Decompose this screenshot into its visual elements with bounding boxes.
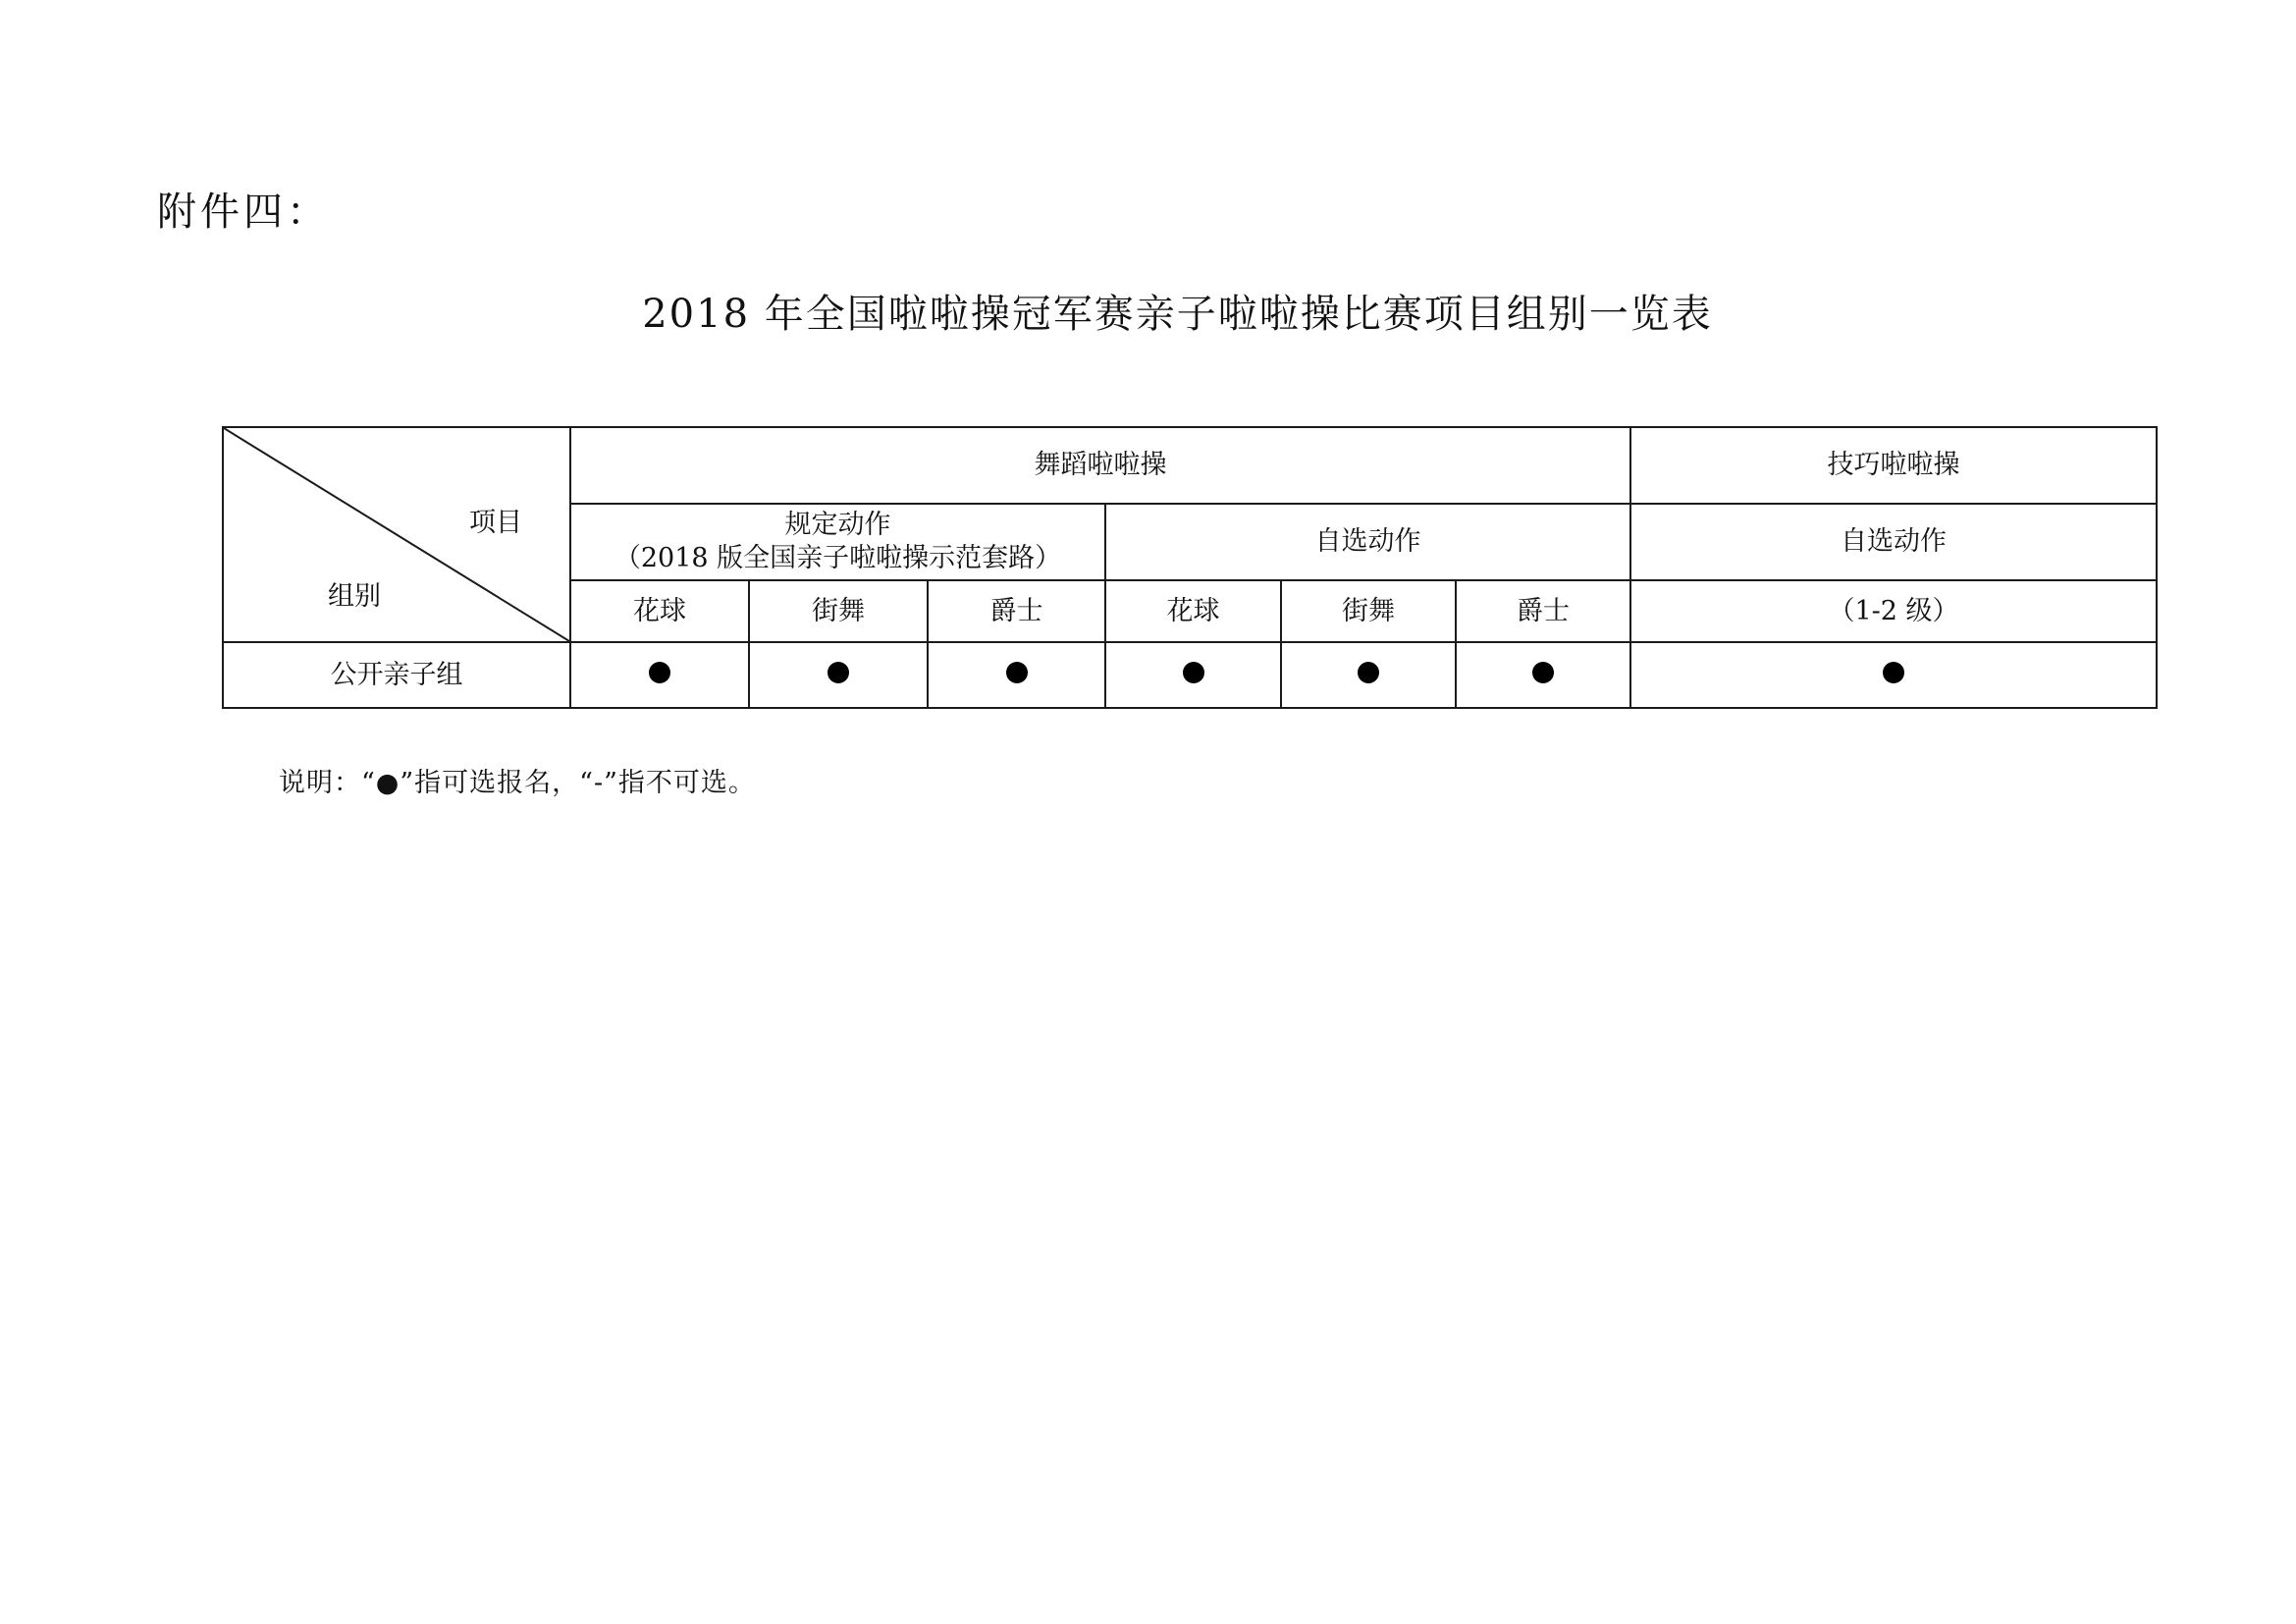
mark-cell [749,642,928,708]
dot-mark [1006,662,1028,683]
corner-label-event: 项目 [469,508,522,538]
corner-label-group: 组别 [328,581,381,613]
event-group-table [222,426,2156,705]
header-compulsory-line2: （2018 版全国亲子啦啦操示范套路） [614,543,1062,573]
dot-mark [649,662,670,683]
group-name-cell: 公开亲子组 [223,642,570,708]
header-compulsory-line1: 规定动作 [784,510,891,541]
mark-cell [1105,642,1281,708]
header-hiphop-2: 街舞 [1281,580,1456,642]
header-row-1 [223,427,2157,504]
mark-cell [1281,642,1456,708]
dot-mark [1532,662,1554,683]
header-jazz-2: 爵士 [1456,580,1630,642]
dot-mark [828,662,849,683]
header-compulsory [570,504,1105,580]
attachment-label: 附件四： [157,189,330,235]
header-optional-skill: 自选动作 [1630,504,2157,580]
header-level: （1-2 级） [1630,580,2157,642]
page-title: 2018 年全国啦啦操冠军赛亲子啦啦操比赛项目组别一览表 [642,292,1713,337]
header-jazz-1: 爵士 [928,580,1105,642]
header-optional-dance: 自选动作 [1105,504,1630,580]
header-pompom-2: 花球 [1105,580,1281,642]
mark-cell [570,642,749,708]
dot-mark [1183,662,1204,683]
dot-mark [1883,662,1904,683]
mark-cell [1630,642,2157,708]
header-dance-cheer: 舞蹈啦啦操 [570,427,1630,504]
table [222,426,2158,709]
dot-mark [1358,662,1379,683]
header-pompom-1: 花球 [570,580,749,642]
header-hiphop-1: 街舞 [749,580,928,642]
mark-cell [928,642,1105,708]
footnote: 说明：“●”指可选报名，“-”指不可选。 [279,768,756,798]
mark-cell [1456,642,1630,708]
corner-cell [223,427,570,642]
table-row [223,642,2157,708]
header-skill-cheer: 技巧啦啦操 [1630,427,2157,504]
